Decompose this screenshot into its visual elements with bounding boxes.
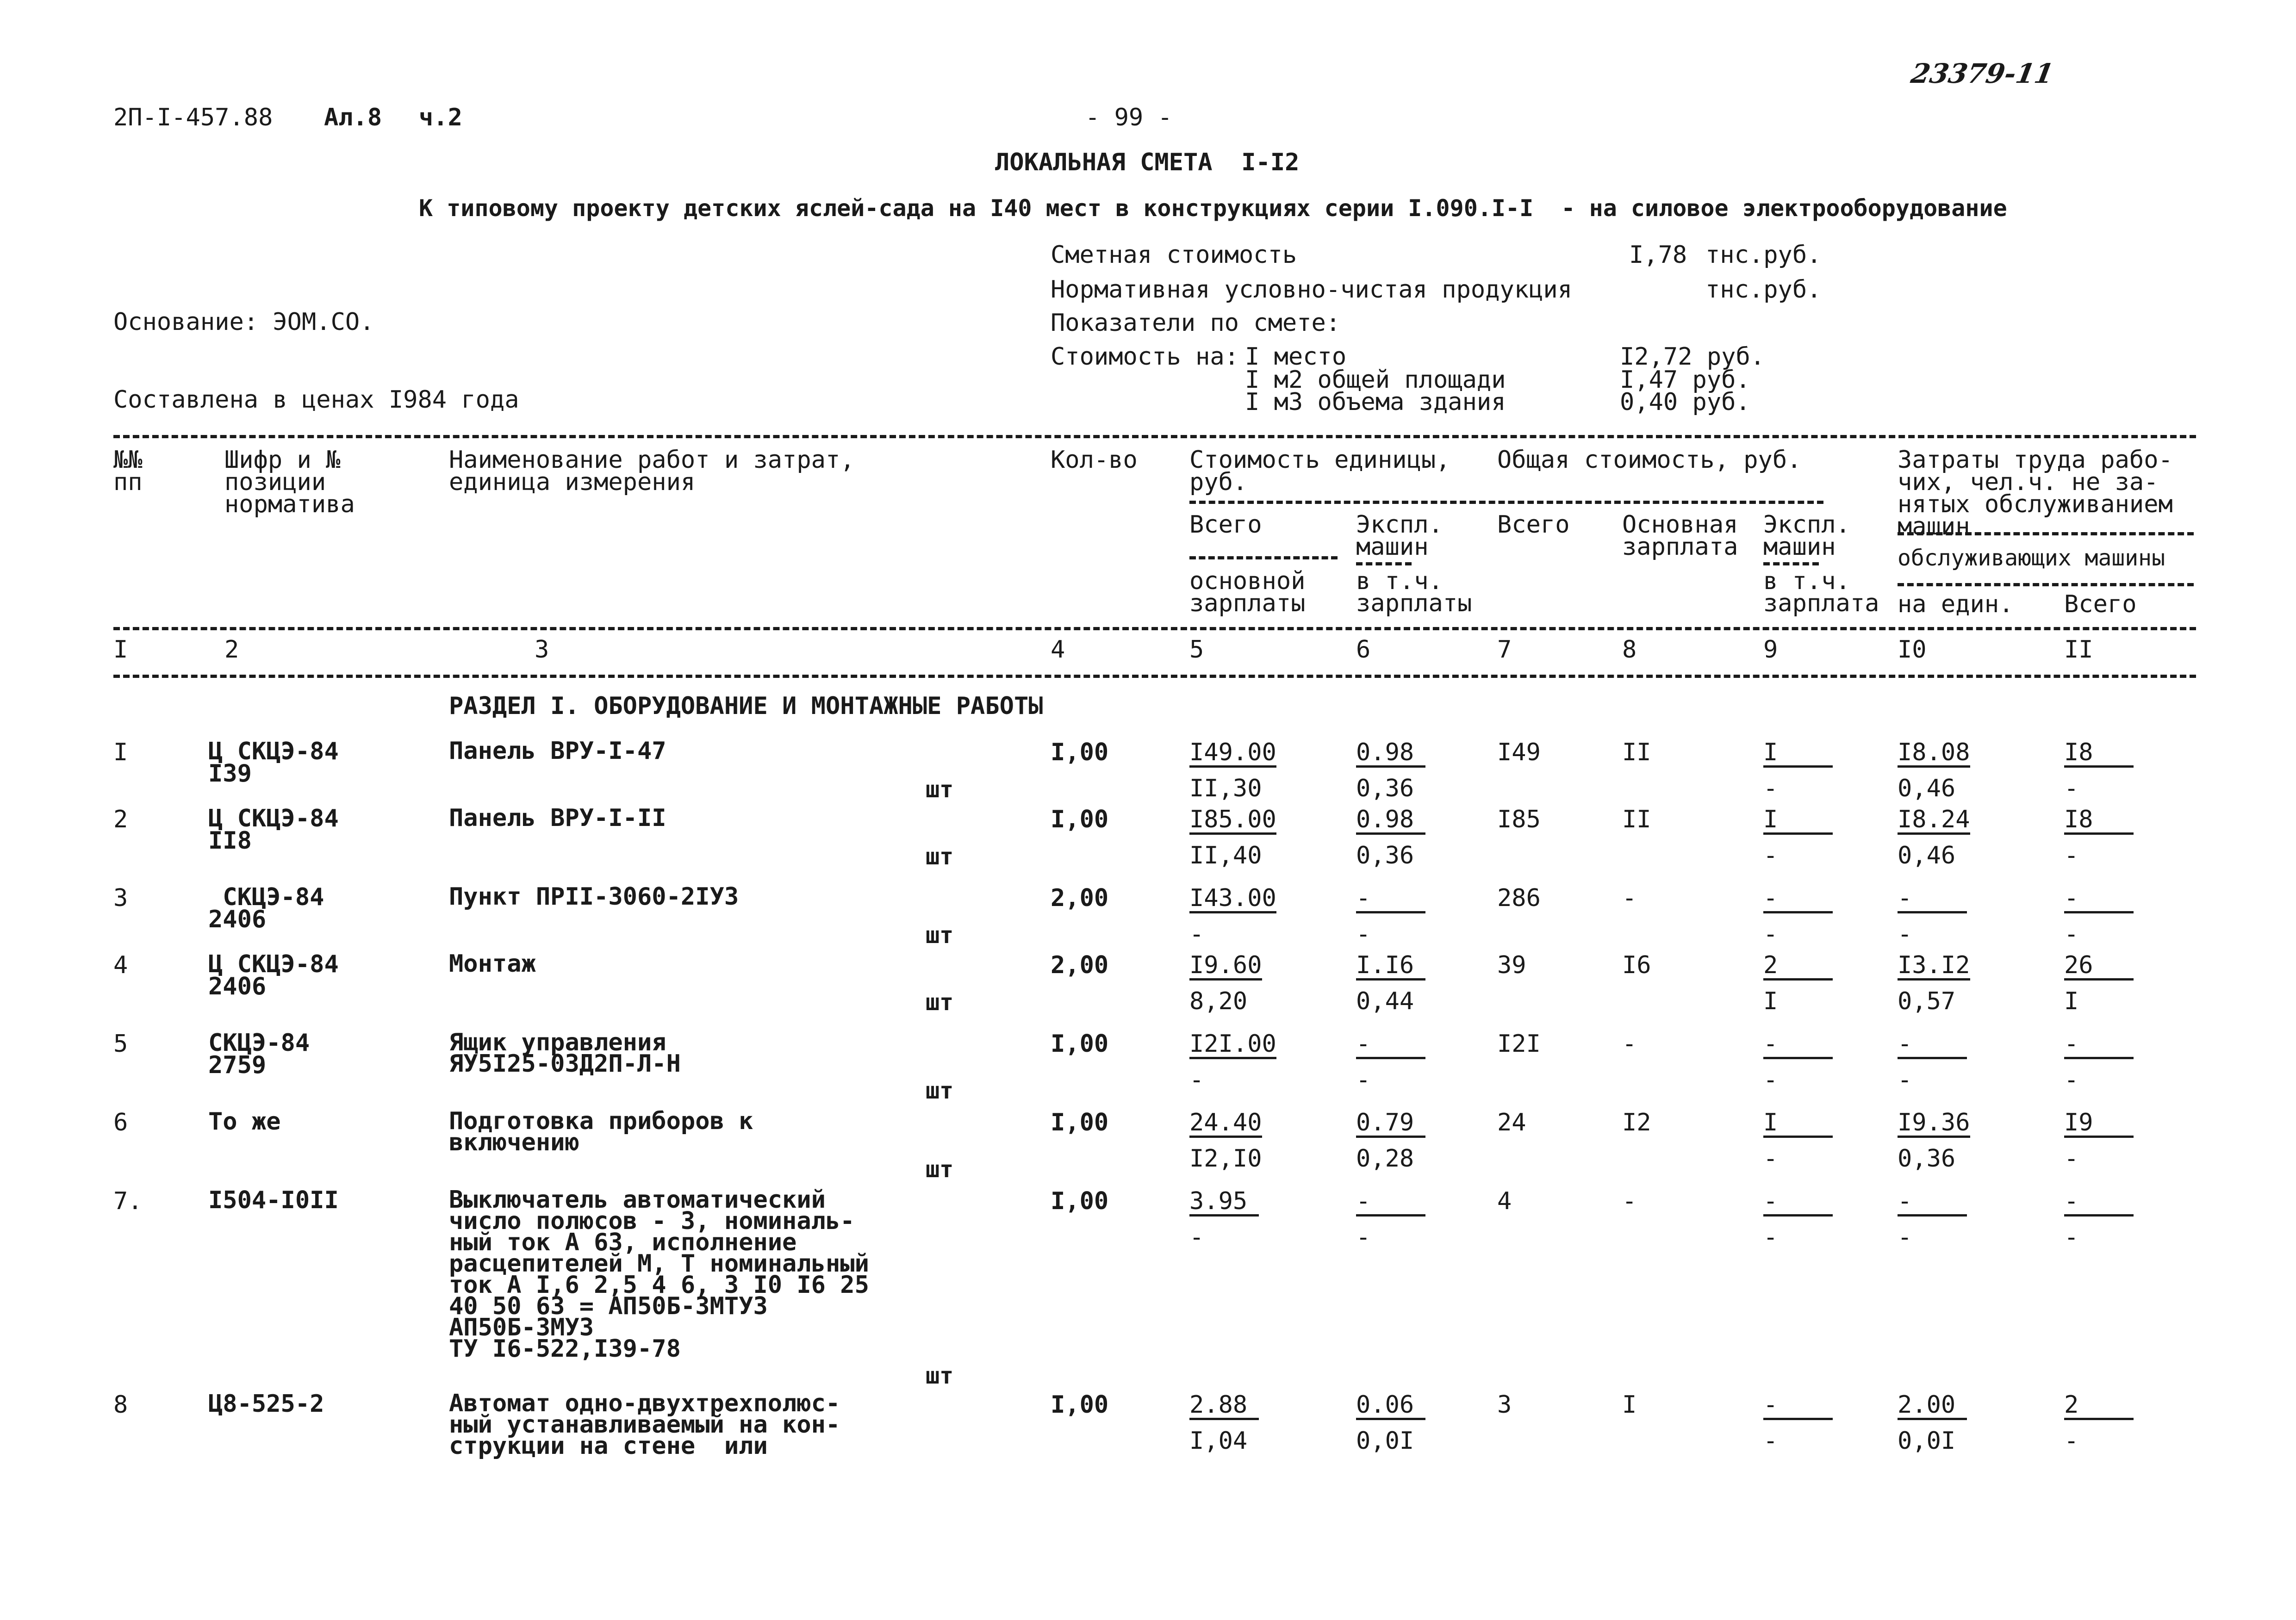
labor-total-top: I9 — [2064, 1111, 2134, 1138]
unit-cost-bottom: 8,20 — [1189, 987, 1248, 1015]
labor-per-unit-bottom: - — [1898, 1066, 1912, 1094]
row-code: Ц СКЦЭ-84 I39 — [208, 738, 339, 788]
row-quantity: 2,00 — [1051, 884, 1109, 912]
unit-machines-top: 0.06 — [1356, 1393, 1425, 1420]
unit-cost-top: I85.00 — [1189, 807, 1276, 835]
per-m2-label: I м2 общей площади — [1245, 366, 1506, 394]
unit-machines-top: 0.98 — [1356, 740, 1425, 768]
row-name: Ящик управления ЯУ5I25-03Д2П-Л-Н — [449, 1029, 681, 1078]
total-machines-top: - — [1763, 1032, 1833, 1059]
row-number: 3 — [113, 884, 128, 912]
row-number: 2 — [113, 806, 128, 833]
row-code: I504-I0II — [208, 1186, 339, 1214]
labor-total-top: - — [2064, 886, 2134, 913]
row-number: I — [113, 739, 128, 766]
header-total-salary: Основная зарплата — [1622, 511, 1738, 561]
total-machines-top: - — [1763, 886, 1833, 913]
row-quantity: I,00 — [1051, 1391, 1109, 1419]
header-total-machines: Экспл. машин — [1763, 511, 1850, 561]
unit-machines-bottom: - — [1356, 1223, 1371, 1251]
row-name: Автомат одно-двухтрехполюс- ный устанавливаемый на кон- струкции на стене или — [449, 1390, 840, 1460]
total-machines-bottom: I — [1763, 987, 1778, 1015]
header-total-machines-salary: в т.ч. зарплата — [1763, 567, 1879, 617]
row-unit: шт — [926, 1156, 954, 1183]
per-m2-value: I,47 руб. — [1620, 366, 1750, 394]
part-label: ч.2 — [419, 104, 462, 131]
col-number-11: II — [2064, 636, 2093, 664]
col-number-4: 4 — [1051, 636, 1065, 664]
total-machines-bottom: - — [1763, 920, 1778, 948]
labor-per-unit-bottom: - — [1898, 1223, 1912, 1251]
row-quantity: 2,00 — [1051, 951, 1109, 979]
unit-machines-bottom: 0,44 — [1356, 987, 1414, 1015]
unit-cost-top: I2I.00 — [1189, 1032, 1276, 1059]
labor-per-unit-top: 2.00 — [1898, 1393, 1967, 1420]
header-unit-cost-all: Всего — [1189, 511, 1262, 539]
col-number-6: 6 — [1356, 636, 1371, 664]
total-cost: 3 — [1497, 1391, 1512, 1419]
total-cost: 286 — [1497, 884, 1541, 912]
header-row-number: №№ пп — [113, 446, 143, 496]
labor-per-unit-bottom: 0,0I — [1898, 1427, 1956, 1455]
unit-machines-bottom: - — [1356, 920, 1371, 948]
labor-total-top: 2 — [2064, 1393, 2134, 1420]
row-unit: шт — [926, 776, 954, 803]
col-number-10: I0 — [1898, 636, 1927, 664]
total-salary: I2 — [1622, 1109, 1651, 1136]
labor-per-unit-top: I9.36 — [1898, 1111, 1970, 1138]
row-unit: шт — [926, 922, 954, 949]
unit-machines-top: I.I6 — [1356, 953, 1425, 981]
header-labor-sub: обслуживающих машины — [1898, 545, 2165, 571]
row-quantity: I,00 — [1051, 806, 1109, 833]
total-salary: II — [1622, 739, 1651, 766]
unit-machines-bottom: - — [1356, 1066, 1371, 1094]
labor-total-bottom: - — [2064, 775, 2079, 802]
labor-per-unit-top: - — [1898, 1032, 1967, 1059]
header-rule-mid — [113, 627, 2196, 630]
cost-unit: тнс.руб. — [1705, 241, 1822, 269]
norm-label: Нормативная условно-чистая продукция — [1051, 276, 1573, 304]
cost-per-label: Стоимость на: — [1051, 343, 1239, 371]
document-subtitle: К типовому проекту детских яслей-сада на I40 мест в конструкциях серии I.090.I-I - на силовое электрооборудование — [419, 195, 2007, 222]
row-name: Подготовка приборов к включению — [449, 1107, 753, 1156]
header-rule-top — [113, 435, 2196, 438]
total-machines-bottom: - — [1763, 1223, 1778, 1251]
labor-per-unit-bottom: - — [1898, 920, 1912, 948]
cost-value: I,78 — [1629, 241, 1687, 269]
unit-machines-bottom: 0,36 — [1356, 842, 1414, 869]
labor-per-unit-top: I3.I2 — [1898, 953, 1970, 981]
total-salary: I — [1622, 1391, 1637, 1419]
header-unit-machines-salary: в т.ч. зарплаты — [1356, 567, 1472, 617]
header-name: Наименование работ и затрат, единица измерения — [449, 446, 855, 496]
total-cost: 4 — [1497, 1187, 1512, 1215]
row-number: 6 — [113, 1109, 128, 1136]
total-salary: - — [1622, 884, 1637, 912]
header-rule-expl — [1356, 562, 1412, 565]
row-name: Пункт ПРII-3060-2IУЗ — [449, 883, 739, 911]
unit-machines-top: - — [1356, 1032, 1425, 1059]
document-code: 2П-I-457.88 — [113, 104, 273, 131]
per-m3-value: 0,40 руб. — [1620, 388, 1750, 416]
total-machines-bottom: - — [1763, 775, 1778, 802]
unit-machines-bottom: 0,28 — [1356, 1145, 1414, 1173]
total-cost: I85 — [1497, 806, 1541, 833]
unit-cost-top: 24.40 — [1189, 1111, 1262, 1138]
header-rule-expl-9 — [1763, 562, 1819, 565]
header-quantity: Кол-во — [1051, 446, 1138, 474]
header-unit-cost: Стоимость единицы, руб. — [1189, 446, 1450, 496]
row-quantity: I,00 — [1051, 1109, 1109, 1136]
labor-total-bottom: - — [2064, 1223, 2079, 1251]
header-total-all: Всего — [1497, 511, 1570, 539]
total-cost: I49 — [1497, 739, 1541, 766]
row-quantity: I,00 — [1051, 1030, 1109, 1058]
col-number-1: I — [113, 636, 128, 664]
unit-cost-bottom: II,30 — [1189, 775, 1262, 802]
row-name: Панель ВРУ-I-II — [449, 804, 666, 832]
page-number: - 99 - — [1085, 104, 1172, 131]
row-code: Ц СКЦЭ-84 2406 — [208, 950, 339, 1000]
total-cost: 39 — [1497, 951, 1526, 979]
labor-per-unit-top: I8.08 — [1898, 740, 1970, 768]
unit-cost-top: I9.60 — [1189, 953, 1262, 981]
basis: Основание: ЭОМ.СО. — [113, 308, 374, 336]
row-code: Ц8-525-2 — [208, 1390, 324, 1418]
prices-note: Составлена в ценах I984 года — [113, 386, 519, 414]
header-code: Шифр и № позиции норматива — [224, 446, 355, 518]
col-number-2: 2 — [224, 636, 239, 664]
col-number-9: 9 — [1763, 636, 1778, 664]
row-unit: шт — [926, 1362, 954, 1389]
header-labor-total: Всего — [2064, 590, 2137, 618]
header-labor-per-unit: на един. — [1898, 590, 2014, 618]
row-number: 4 — [113, 951, 128, 979]
row-unit: шт — [926, 1077, 954, 1104]
labor-total-bottom: I — [2064, 987, 2079, 1015]
row-number: 8 — [113, 1391, 128, 1419]
unit-machines-bottom: 0,36 — [1356, 775, 1414, 802]
unit-machines-top: 0.79 — [1356, 1111, 1425, 1138]
unit-cost-top: 2.88 — [1189, 1393, 1259, 1420]
total-machines-bottom: - — [1763, 842, 1778, 869]
album-label: Ал.8 — [324, 104, 382, 131]
row-code: СКЦЭ-84 2406 — [208, 883, 324, 933]
document-title: ЛОКАЛЬНАЯ СМЕТА I-I2 — [995, 149, 1300, 176]
total-salary: II — [1622, 806, 1651, 833]
unit-cost-top: I43.00 — [1189, 886, 1276, 913]
header-rule-unit-cost — [1189, 501, 1823, 504]
total-machines-top: 2 — [1763, 953, 1833, 981]
total-salary: - — [1622, 1030, 1637, 1058]
row-number: 5 — [113, 1030, 128, 1058]
labor-total-bottom: - — [2064, 920, 2079, 948]
total-machines-top: - — [1763, 1393, 1833, 1420]
labor-per-unit-bottom: 0,36 — [1898, 1145, 1956, 1173]
total-cost: 24 — [1497, 1109, 1526, 1136]
unit-machines-top: - — [1356, 886, 1425, 913]
section-title: РАЗДЕЛ I. ОБОРУДОВАНИЕ И МОНТАЖНЫЕ РАБОТЫ — [449, 692, 1043, 720]
indicators-label: Показатели по смете: — [1051, 309, 1341, 337]
labor-total-top: - — [2064, 1032, 2134, 1059]
norm-unit: тнс.руб. — [1705, 276, 1822, 304]
row-unit: шт — [926, 843, 954, 870]
per-m3-label: I м3 объема здания — [1245, 388, 1506, 416]
row-code: То же — [208, 1108, 281, 1136]
row-unit: шт — [926, 989, 954, 1016]
header-unit-cost-salary: основной зарплаты — [1189, 567, 1306, 617]
unit-cost-top: 3.95 — [1189, 1189, 1259, 1217]
col-number-7: 7 — [1497, 636, 1512, 664]
row-name: Монтаж — [449, 950, 536, 978]
total-machines-bottom: - — [1763, 1427, 1778, 1455]
total-machines-top: I — [1763, 1111, 1833, 1138]
unit-machines-top: 0.98 — [1356, 807, 1425, 835]
col-number-8: 8 — [1622, 636, 1637, 664]
labor-total-bottom: - — [2064, 1145, 2079, 1173]
col-number-3: 3 — [535, 636, 549, 664]
unit-cost-bottom: I,04 — [1189, 1427, 1248, 1455]
row-quantity: I,00 — [1051, 739, 1109, 766]
header-rule-labor-sub — [1898, 583, 2194, 586]
unit-cost-top: I49.00 — [1189, 740, 1276, 768]
unit-machines-top: - — [1356, 1189, 1425, 1217]
header-rule-all-sal — [1189, 556, 1338, 559]
total-machines-bottom: - — [1763, 1066, 1778, 1094]
unit-cost-bottom: II,40 — [1189, 842, 1262, 869]
unit-cost-bottom: - — [1189, 1223, 1204, 1251]
labor-per-unit-top: - — [1898, 1189, 1967, 1217]
labor-total-top: - — [2064, 1189, 2134, 1217]
unit-cost-bottom: I2,I0 — [1189, 1145, 1262, 1173]
row-code: СКЦЭ-84 2759 — [208, 1029, 310, 1079]
labor-per-unit-top: I8.24 — [1898, 807, 1970, 835]
per-place-label: I место — [1245, 343, 1347, 371]
header-labor: Затраты труда рабо- чих, чел.ч. не за- нятых обслуживанием машин — [1898, 446, 2173, 540]
header-unit-machines: Экспл. машин — [1356, 511, 1443, 561]
col-number-5: 5 — [1189, 636, 1204, 664]
total-salary: - — [1622, 1187, 1637, 1215]
total-machines-top: I — [1763, 740, 1833, 768]
per-place-value: I2,72 руб. — [1620, 343, 1765, 371]
row-name: Панель ВРУ-I-47 — [449, 737, 666, 765]
labor-per-unit-bottom: 0,57 — [1898, 987, 1956, 1015]
labor-total-top: I8 — [2064, 740, 2134, 768]
total-machines-bottom: - — [1763, 1145, 1778, 1173]
cost-label: Сметная стоимость — [1051, 241, 1297, 269]
handwritten-number: 23379-11 — [1909, 58, 2056, 89]
unit-cost-bottom: - — [1189, 920, 1204, 948]
total-machines-top: - — [1763, 1189, 1833, 1217]
labor-total-top: I8 — [2064, 807, 2134, 835]
labor-total-bottom: - — [2064, 1066, 2079, 1094]
total-machines-top: I — [1763, 807, 1833, 835]
total-cost: I2I — [1497, 1030, 1541, 1058]
labor-per-unit-top: - — [1898, 886, 1967, 913]
row-code: Ц СКЦЭ-84 II8 — [208, 805, 339, 855]
header-total-cost: Общая стоимость, руб. — [1497, 446, 1802, 474]
total-salary: I6 — [1622, 951, 1651, 979]
header-rule-bottom — [113, 675, 2196, 678]
row-name: Выключатель автоматический число полюсов - 3, номиналь- ный ток А 63, исполнение расцепителей М, Т номинальный ток А I,6 2,5 4 6, 3 I0 I6 25 40 50 63 = АП50Б-3МТУЗ АП50Б-3МУЗ ТУ I6-522,I39-78 — [449, 1186, 869, 1363]
row-quantity: I,00 — [1051, 1187, 1109, 1215]
unit-machines-bottom: 0,0I — [1356, 1427, 1414, 1455]
labor-per-unit-bottom: 0,46 — [1898, 775, 1956, 802]
labor-total-top: 26 — [2064, 953, 2134, 981]
labor-total-bottom: - — [2064, 842, 2079, 869]
row-number: 7. — [113, 1187, 143, 1215]
labor-per-unit-bottom: 0,46 — [1898, 842, 1956, 869]
labor-total-bottom: - — [2064, 1427, 2079, 1455]
unit-cost-bottom: - — [1189, 1066, 1204, 1094]
